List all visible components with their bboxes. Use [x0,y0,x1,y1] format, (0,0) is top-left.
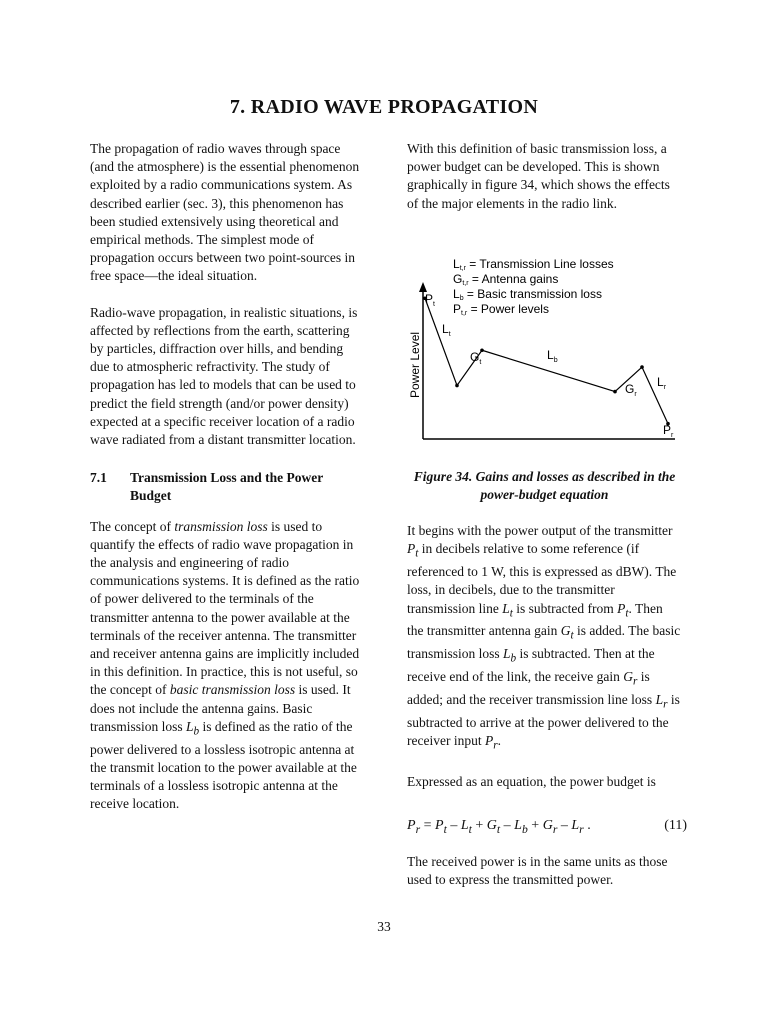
legend-entry: Lb = Basic transmission loss [453,287,602,302]
paragraph-power-budget [407,522,682,755]
inline-variable: L [502,600,510,616]
y-axis-arrow [419,282,427,292]
equation-variable: P [435,818,444,833]
equation-subscript: b [521,822,528,836]
equation-11 [407,818,687,836]
equation-variable: L [460,818,469,833]
section-title: Transmission Loss and the Power Budget [130,470,324,504]
inline-text: is subtracted. Then at the receive end of the link, the receive gain [407,646,655,685]
paragraph-realistic: Radio-wave propagation, in realistic situations, is affected by reflections from the earth, scattering by particles, diffraction over hills, and bending due to atmospheric refractivity. The study of propagation has led to models that can be used to predict the field strength (and/or power density) expected at a specific receiver location of a radio wave radiated from a distant transmitter location. [90,304,358,448]
equation-text: – [500,818,515,833]
equation-text: . [583,818,591,833]
equation-text: + [527,818,543,833]
equation-subscript: r [415,822,421,836]
inline-text: is subtracted from [512,600,618,616]
inline-subscript: t [509,607,513,620]
inline-variable: P [407,541,416,557]
legend-entry: Lt,r = Transmission Line losses [453,257,614,272]
point-label: $L_r$ [657,375,667,391]
left-column [90,140,366,814]
equation-variable: L [514,818,522,833]
point-label: $G_t$ [470,350,482,366]
figure-caption: Figure 34. Gains and losses as described in the power-budget equation [413,469,676,503]
inline-subscript: r [663,698,668,711]
equation-subscript: t [443,822,447,836]
legend-entry: Pt,r = Power levels [453,302,549,317]
inline-variable: L [655,692,664,708]
equation-text: – [557,818,572,833]
paragraph-definition: With this definition of basic transmission loss, a power budget can be developed. This is shown graphically in figure 34, which shows the effects of the major elements in the radio link. [407,141,670,211]
budget-point [455,384,459,388]
inline-subscript: b [510,652,517,665]
power-budget-figure [405,256,685,446]
y-axis-label: Power Level [408,331,422,398]
equation-variable: P [407,818,416,833]
inline-subscript: t [625,607,629,620]
point-label: $P_r$ [663,423,674,439]
budget-point [480,348,484,352]
point-label: $L_t$ [442,322,451,338]
equation-variable: G [542,818,553,833]
inline-variable: G [560,623,571,639]
page-number: 33 [377,919,391,934]
point-label: $L_b$ [547,348,558,364]
inline-text: . Then the transmitter antenna gain [407,600,663,639]
equation-text: – [446,818,461,833]
inline-variable: P [617,600,626,616]
equation-text: = [420,818,436,833]
equation-subscript: r [579,822,584,836]
equation-text: + [471,818,487,833]
right-column-bottom [407,853,682,889]
inline-variable: G [623,669,634,685]
equation-variable: G [486,818,497,833]
inline-variable: P [484,733,494,749]
right-column [407,140,682,213]
equation-variable: L [571,818,580,833]
inline-text: in decibels relative to some reference (if referenced to 1 W, this is expressed as dBW). The loss, in decibels, due to the transmitter transmission line [407,541,677,616]
inline-variable: L [503,646,511,662]
inline-text: is added. The basic transmission loss [407,623,681,662]
equation-subscript: t [468,822,472,836]
equation-body [407,818,591,836]
inline-subscript: r [493,739,498,752]
inline-text: is added; and the receiver transmission line loss [407,669,656,708]
inline-subscript: t [415,547,419,560]
point-label: $G_r$ [625,382,637,398]
budget-point [640,365,644,369]
inline-subscript: t [570,630,574,643]
right-column-lower [407,522,682,791]
inline-text: It begins with the power output of the transmitter [407,523,673,538]
inline-subscript: r [633,675,638,688]
paragraph-received-power: The received power is in the same units as those used to express the transmitted power. [407,854,668,888]
equation-subscript: r [552,822,558,836]
budget-point [613,390,617,394]
section-number: 7.1 [90,470,107,486]
equation-number: (11) [664,818,687,833]
legend-entry: Gt,r = Antenna gains [453,272,559,287]
section-heading [90,469,366,505]
figure-legend [453,257,614,317]
paragraph-intro: The propagation of radio waves through space (and the atmosphere) is the essential phenomenon exploited by a radio communications system. As described earlier (sec. 3), this phenomenon has been studied extensively using theoretical and empirical methods. The simplest mode of propagation occurs between two point-sources in free space—the ideal situation. [90,141,360,284]
inline-text: is subtracted to arrive at the power delivered to the receiver input [407,692,680,749]
paragraph-expressed: Expressed as an equation, the power budget is [407,774,656,790]
point-label: $P_t$ [425,292,435,308]
paragraph-transmission-loss: The concept of transmission loss is used to quantify the effects of radio wave propagation in the analysis and engineering of radio communications systems. It is defined as the ratio of power delivered to the terminals of the transmitter antenna to the power available at the terminals of the receiver antenna. The transmitter and receiver antenna gains are implicitly included in this definition. In practice, this is not useful, so the concept of basic transmission loss is used. It does not include the antenna gains. Basic transmission loss $L_b$ is defined as the ratio of the power delivered to a lossless isotropic antenna at the transmit location to the power available at the terminals of a lossless isotropic antenna at the receive location. [90,518,360,812]
equation-subscript: t [496,822,501,836]
page-title: 7. RADIO WAVE PROPAGATION [229,96,539,118]
inline-text: . [497,733,501,749]
